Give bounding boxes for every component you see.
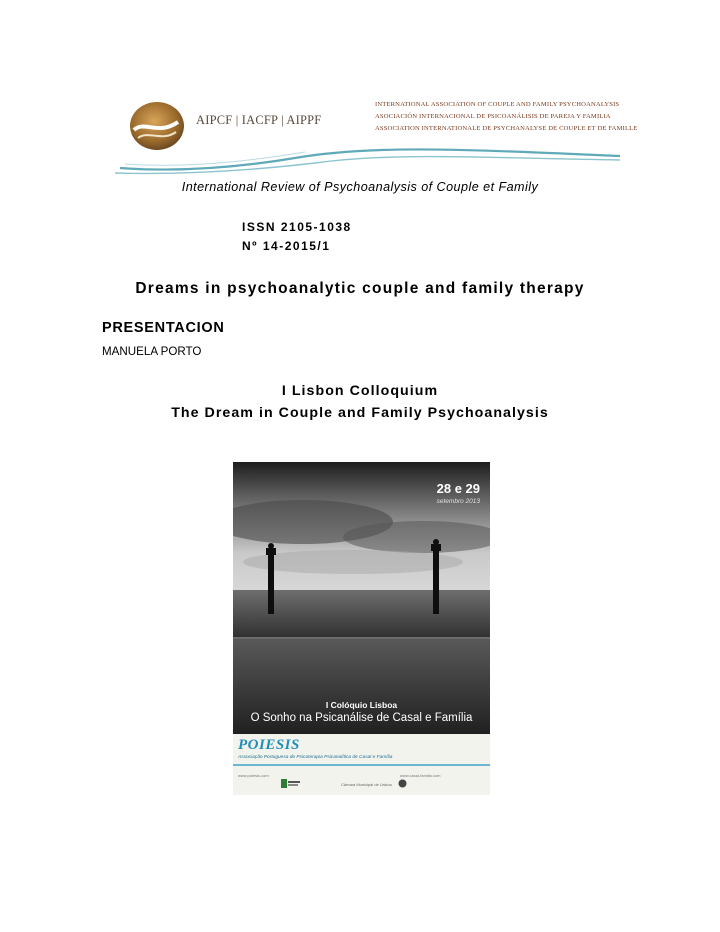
poster-colloquium-title: I Colóquio Lisboa xyxy=(325,700,398,710)
article-title: Dreams in psychoanalytic couple and family therapy xyxy=(135,280,585,297)
section-heading: PRESENTACION xyxy=(102,320,225,336)
poiesis-logo: POIESIS xyxy=(238,737,300,753)
poster-subtitle: O Sonho na Psicanálise de Casal e Família xyxy=(250,712,473,724)
aipcf-logo-icon xyxy=(128,100,186,152)
aipcf-logo-text: AIPCF | IACFP | AIPPF xyxy=(196,113,322,127)
author-name: MANUELA PORTO xyxy=(102,345,202,358)
association-name-es: ASOCIACIÓN INTERNACIONAL DE PSICOANÁLISIS DE PAREJA Y FAMILIA xyxy=(375,113,611,120)
issue-number: Nº 14-2015/1 xyxy=(242,239,331,253)
sponsor-name: Câmara Municipal de Lisboa xyxy=(341,782,392,787)
poster-website-left: www.poiesis.com xyxy=(238,773,269,778)
sponsor-logo-icon xyxy=(281,778,301,789)
poster-footer xyxy=(233,734,490,795)
colloquium-poster xyxy=(233,462,490,795)
event-title: I Lisbon Colloquium xyxy=(281,383,439,399)
poster-website-right: www.casal-familia.com xyxy=(400,773,441,778)
partner-emblem-icon xyxy=(398,779,407,788)
poster-divider xyxy=(233,764,490,766)
poster-date: 28 e 29 setembro 2013 xyxy=(436,481,480,505)
association-name-en: INTERNATIONAL ASSOCIATION OF COUPLE AND FAMILY PSYCHOANALYSIS xyxy=(375,101,620,108)
poiesis-full-name: Associação Portuguesa de Psicoterapia Psicanalítica de Casal e Família xyxy=(238,755,393,760)
event-subtitle: The Dream in Couple and Family Psychoanalysis xyxy=(171,405,549,421)
journal-name: International Review of Psychoanalysis of Couple et Family xyxy=(181,180,539,194)
issn: ISSN 2105-1038 xyxy=(242,220,352,234)
association-name-fr: ASSOCIATION INTERNATIONALE DE PSYCHANALYSE DE COUPLE ET DE FAMILLE xyxy=(375,125,638,132)
